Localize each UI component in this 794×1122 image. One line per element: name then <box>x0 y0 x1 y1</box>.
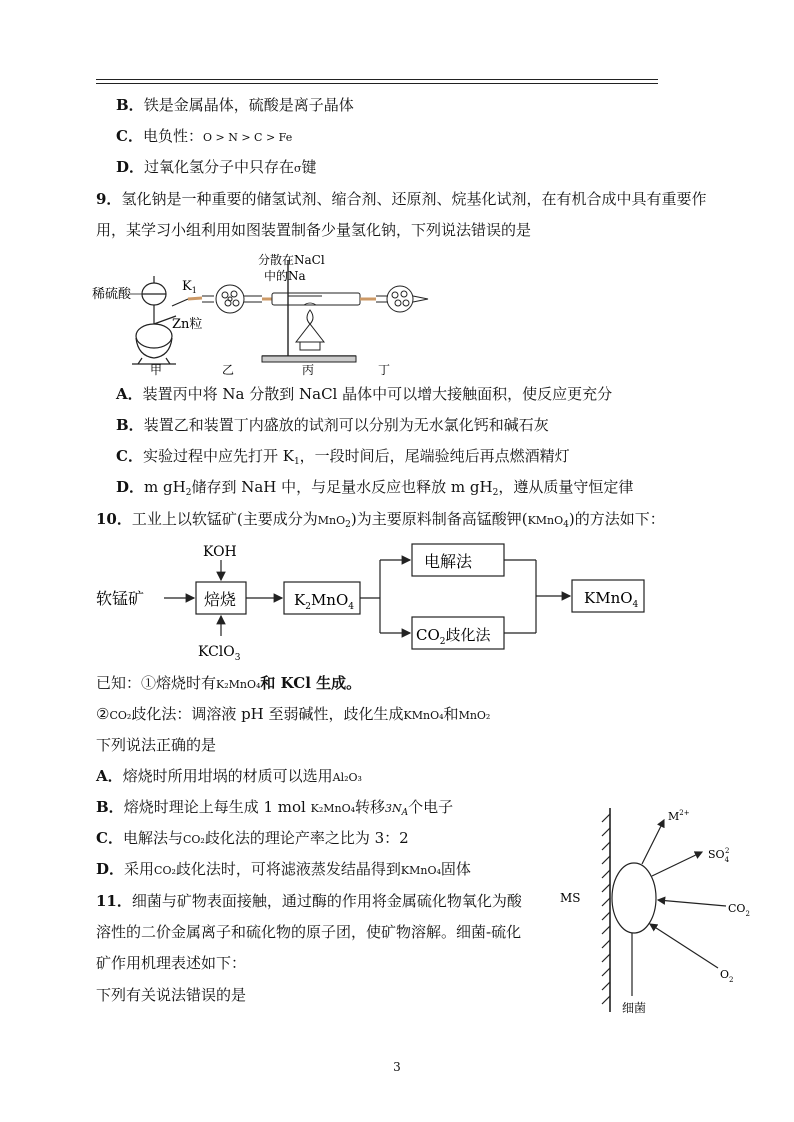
q9-stem-line1: 9．氢化钠是一种重要的储氢试剂、缩合剂、还原剂、烷基化试剂，在有机合成中具有重要作 <box>96 190 707 208</box>
ms-label: MS <box>560 891 581 905</box>
k2mno4-label: $K_2MnO_4$ <box>294 591 355 612</box>
q10-flowchart <box>92 538 662 664</box>
o2-label: $O_2$ <box>720 968 734 984</box>
zn-label: Zn粒 <box>172 317 203 332</box>
raw-ore-label: 软锰矿 <box>96 589 145 608</box>
q10-option-d: D．采用CO₂歧化法时，可将滤液蒸发结晶得到KMnO₄固体 <box>96 860 471 878</box>
co2-label: $CO_2$ <box>728 902 750 918</box>
koh-label: KOH <box>203 544 237 560</box>
so4-label: $SO_42$ <box>708 847 730 864</box>
label-jia: 甲 <box>150 363 163 377</box>
q8-option-b: B．铁是金属晶体，硫酸是离子晶体 <box>116 96 354 114</box>
q10-option-b: B．熔烧时理论上每生成 1 mol K₂MnO₄转移$3N_A$个电子 <box>96 798 454 818</box>
kclo3-label: KClO$_3$ <box>198 644 241 663</box>
q8-option-c: C．电负性：O > N > C > Fe <box>116 127 293 145</box>
electrolysis-label: 电解法 <box>424 552 473 571</box>
label-bing: 丙 <box>302 363 315 377</box>
q10-known-2: ②CO₂歧化法：调溶液 pH 至弱碱性，歧化生成KMnO₄和MnO₂ <box>96 705 491 723</box>
q11-bacteria-diagram <box>552 800 762 1025</box>
label-yi: 乙 <box>222 363 235 377</box>
k1-label: $K_1$ <box>182 279 197 295</box>
q10-option-c: C．电解法与CO₂歧化法的理论产率之比为 3：2 <box>96 829 409 847</box>
q10-known-1: 已知：①熔烧时有K₂MnO₄和 KCl 生成。 <box>96 674 362 692</box>
q10-stem: 10．工业上以软锰矿(主要成分为MnO$_2$)为主要原料制备高锰酸钾(KMnO$_4$)的方法如下： <box>96 510 665 530</box>
label-ding: 丁 <box>378 363 391 377</box>
q9-option-a: A．装置丙中将 Na 分散到 NaCl 晶体中可以增大接触面积，使反应更充分 <box>116 385 613 403</box>
dilute-acid-label: 稀硫酸 <box>92 287 132 302</box>
q9-option-b: B．装置乙和装置丁内盛放的试剂可以分别为无水氯化钙和碱石灰 <box>116 416 549 434</box>
drying-tube-yi <box>202 285 262 313</box>
header-rule-bottom <box>96 83 658 84</box>
kmno4-label: KMnO$_4$ <box>584 589 639 610</box>
na-note-line1: 分散在NaCl <box>258 253 325 267</box>
q11-stem-line2: 溶性的二价金属离子和硫化物的原子团，使矿物溶解。细菌-硫化 <box>96 923 522 941</box>
page-number: 3 <box>393 1060 401 1074</box>
q8-option-d: D．过氧化氢分子中只存在σ键 <box>116 158 317 176</box>
q11-stem-line3: 矿作用机理表述如下： <box>96 954 247 972</box>
q11-stem-line1: 11．细菌与矿物表面接触，通过酶的作用将金属硫化物氧化为酸 <box>96 892 522 910</box>
q9-option-c: C．实验过程中应先打开 $K_1$，一段时间后，尾端验纯后再点燃酒精灯 <box>116 447 570 467</box>
q9-option-d: D．m $gH_2$储存到 NaH 中，与足量水反应也释放 m $gH_2$，遵从质量守恒定律 <box>116 478 634 498</box>
drying-tube-ding <box>376 286 428 312</box>
roast-label: 焙烧 <box>204 590 237 609</box>
m2-label: $M^{2+}$ <box>668 809 690 823</box>
header-rule-top <box>96 79 658 80</box>
bacterium-cell <box>612 863 656 933</box>
q9-apparatus-diagram <box>92 246 432 378</box>
q9-stem-line2: 用，某学习小组利用如图装置制备少量氢化钠，下列说法错误的是 <box>96 221 532 239</box>
q10-option-a: A．熔烧时所用坩埚的材质可以选用Al₂O₃ <box>96 767 362 785</box>
q11-question: 下列有关说法错误的是 <box>96 986 247 1004</box>
co2-method-label: $CO_2$歧化法 <box>416 626 491 647</box>
q10-question: 下列说法正确的是 <box>96 736 217 754</box>
bacteria-label: 细菌 <box>622 1001 647 1015</box>
na-note-line2: 中的Na <box>264 269 306 283</box>
